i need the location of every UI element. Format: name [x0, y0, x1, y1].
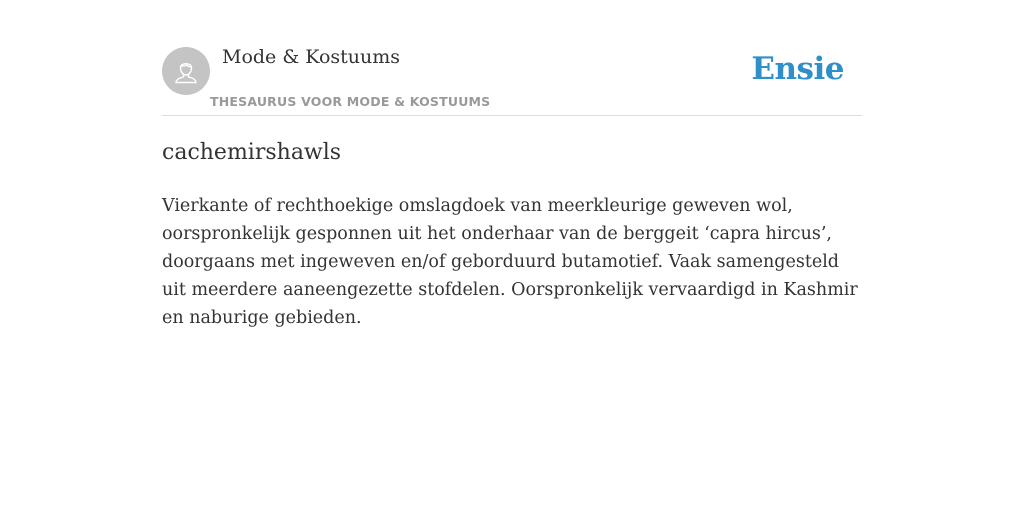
header: [162, 0, 862, 116]
entry-definition: Vierkante of rechthoekige omslagdoek van meerkleurige geweven wol, oorspronkelijk gesponnen uit het onderhaar van de berggeit ‘capra hircus’, doorgaans met ingeweven en/of geborduurd butamotief. Vaak samengesteld uit meerdere aaneengezette stofdelen. Oorspronkelijk vervaardigd in Kashmir en naburige gebieden.: [162, 196, 858, 328]
entry-term: cachemirshawls: [162, 140, 342, 165]
author-subtitle: THESAURUS VOOR MODE & KOSTUUMS: [210, 94, 491, 109]
author-name-link[interactable]: Mode & Kostuums: [222, 46, 401, 68]
avatar[interactable]: [162, 47, 210, 95]
ensie-logo-link[interactable]: Ensie: [751, 51, 844, 87]
user-icon: [171, 56, 201, 86]
page-container: [162, 0, 862, 328]
